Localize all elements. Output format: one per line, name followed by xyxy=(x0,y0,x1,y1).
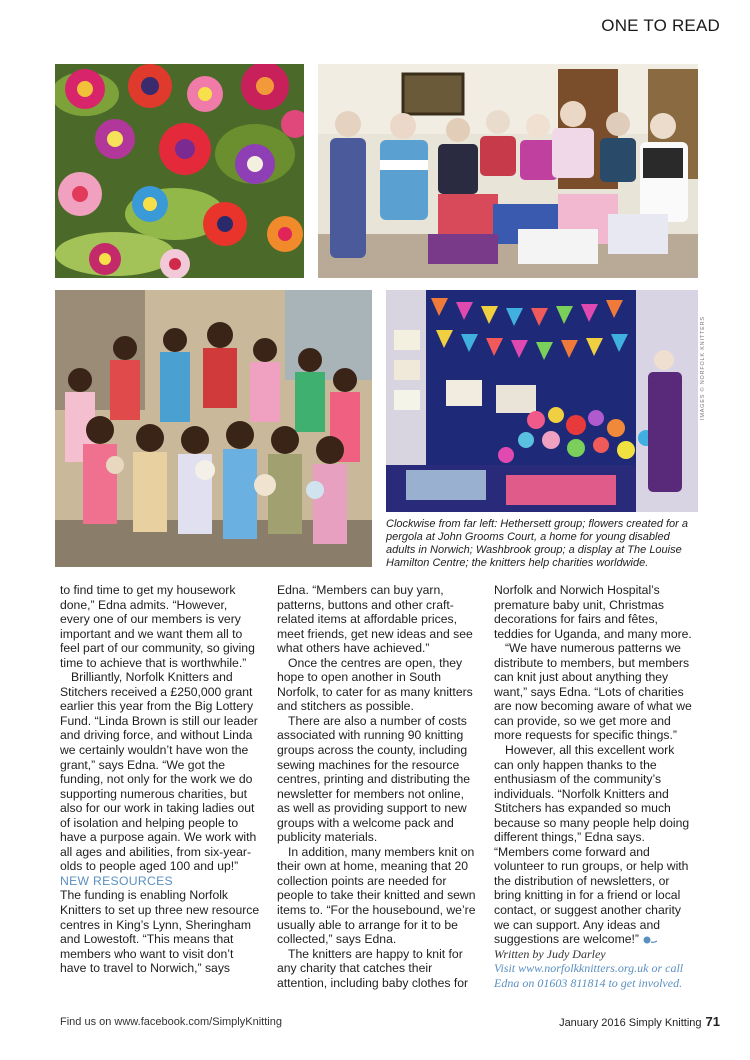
paragraph: There are also a number of costs associated with running 90 knitting groups across the county, including sewing machines for the resource centres, printing and distributing the newsletter for members not online, as well as providing support to new groups with a welcome pack and publicity materials. xyxy=(277,713,471,845)
paragraph: In addition, many members knit on their own at home, meaning that 20 collection points are needed for people to take their knitted and sewn items to. “For the housebound, we’re usually able to arrange for it to be collected,” says Edna. xyxy=(277,844,476,947)
hethersett-group-photo xyxy=(318,64,698,278)
footer-facebook-link[interactable]: Find us on www.facebook.com/SimplyKnitting xyxy=(60,1016,282,1028)
uganda-image xyxy=(55,290,372,567)
paragraph: “We have numerous patterns we distribute to members, but members can knit just about anything they want,” says Edna. “Lots of charities are now becoming aware of what we can provide, so we get more and more requests for specific things.” xyxy=(494,641,692,743)
page-number: 71 xyxy=(705,1014,720,1029)
footer-issue: January 2016 Simply Knitting xyxy=(559,1017,702,1029)
hethersett-image xyxy=(318,64,698,278)
paragraph: to find time to get my housework done,” Edna admits. “However, every one of our members is very important and we want them all to feel part of our community, so giving time to achieve that is worthwhile.” xyxy=(60,583,255,670)
end-mark-icon xyxy=(643,936,657,944)
flowers-image xyxy=(55,64,304,278)
paragraph: Edna. “Members can buy yarn, patterns, buttons and other craft-related items at affordable prices, meet friends, get new ideas and see what others have achieved.” xyxy=(277,583,473,656)
contact-info: Visit www.norfolkknitters.org.uk or call Edna on 01603 811814 to get involved. xyxy=(494,961,684,990)
article-column-3 xyxy=(494,583,694,990)
footer-issue-info xyxy=(559,1014,720,1029)
subheading-new-resources: NEW RESOURCES xyxy=(60,873,173,888)
paragraph-final xyxy=(494,743,694,947)
section-title: ONE TO READ xyxy=(601,16,720,35)
paragraph: Once the centres are open, they hope to open another in South Norfolk, to cater for as many knitters and stitchers as possible. xyxy=(277,655,473,714)
article-column-2 xyxy=(277,583,477,990)
byline: Written by Judy Darley xyxy=(494,946,606,961)
uganda-children-photo xyxy=(55,290,372,567)
flowers-photo xyxy=(55,64,304,278)
image-credit: IMAGES © NORFOLK KNITTERS xyxy=(700,316,706,420)
photo-caption: Clockwise from far left: Hethersett group; flowers created for a pergola at John Grooms Court, a home for young disabled adults in Norwich; Washbrook group; a display at The Louise Hamilton Centre; the knitters help charities worldwide. xyxy=(386,518,689,569)
paragraph: Norfolk and Norwich Hospital’s premature baby unit, Christmas decorations for fairs and fêtes, teddies for Uganda, and many more. xyxy=(494,583,692,641)
paragraph: The funding is enabling Norfolk Knitters to set up three new resource centres in King’s Lynn, Sheringham and Lowestoft. “This means that members who want to visit don’t have to travel to Norwich,” says xyxy=(60,888,260,976)
louise-hamilton-display-photo xyxy=(386,290,698,512)
article-column-1 xyxy=(60,583,260,976)
display-image xyxy=(386,290,698,512)
paragraph-text: However, all this excellent work can only happen thanks to the enthusiasm of the community’s individuals. “Norfolk Knitters and Stitchers has expanded so much because so many people help doing different things,” Edna says. “Members come forward and volunteer to run groups, or help with the distribution of newsletters, or bring knitting in for a friend or local contact, or suggest another charity we can support. Any ideas and suggestions are welcome!” xyxy=(494,743,690,947)
paragraph: Brilliantly, Norfolk Knitters and Stitchers received a £250,000 grant earlier this year from the Big Lottery Fund. “Linda Brown is still our leader and driving force, and without Linda we certainly wouldn’t have won the grant,” says Edna. “We got the funding, not only for the work we do supporting numerous charities, but also for our work in taking ladies out of isolation and helping people to have a purpose again. We work with all ages and abilities, from six-year-olds to people aged 100 and up!” xyxy=(60,670,258,874)
paragraph: The knitters are happy to knit for any charity that catches their attention, including baby clothes for xyxy=(277,946,469,990)
